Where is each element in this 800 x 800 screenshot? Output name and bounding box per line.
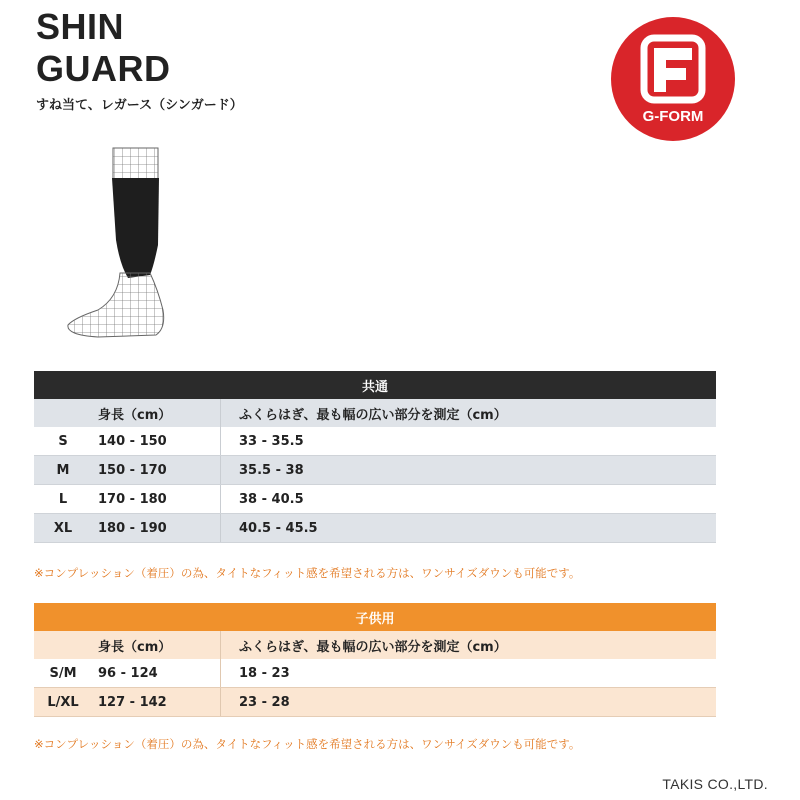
- page-title: [36, 6, 171, 90]
- table-row: XL 180 - 190 40.5 - 45.5: [34, 514, 716, 543]
- table-row: L 170 - 180 38 - 40.5: [34, 485, 716, 514]
- column-header-height: 身長（cm）: [92, 631, 221, 659]
- page-subtitle: すね当て、レガース（シンガード）: [36, 98, 243, 113]
- company-name: TAKIS CO.,LTD.: [662, 776, 768, 792]
- g-form-logo: [610, 16, 736, 142]
- table-title: 共通: [34, 371, 716, 399]
- column-header-calf: ふくらはぎ、最も幅の広い部分を測定（cm）: [221, 631, 717, 659]
- compression-note: ※コンプレッション（着圧）の為、タイトなフィット感を希望される方は、ワンサイズダウンも可能です。: [34, 737, 581, 751]
- table-row: L/XL 127 - 142 23 - 28: [34, 688, 716, 717]
- table-row: M 150 - 170 35.5 - 38: [34, 456, 716, 485]
- column-header-calf: ふくらはぎ、最も幅の広い部分を測定（cm）: [221, 399, 717, 427]
- table-row: S/M 96 - 124 18 - 23: [34, 659, 716, 688]
- title-line-2: GUARD: [36, 48, 171, 89]
- table-title: 子供用: [34, 603, 716, 631]
- shin-guard-illustration: [58, 140, 188, 355]
- column-header-height: 身長（cm）: [92, 399, 221, 427]
- size-table-kids: [34, 603, 716, 717]
- compression-note: ※コンプレッション（着圧）の為、タイトなフィット感を希望される方は、ワンサイズダウンも可能です。: [34, 566, 581, 580]
- size-table-common: [34, 371, 716, 543]
- title-line-1: SHIN: [36, 6, 125, 47]
- logo-text: G-FORM: [642, 108, 704, 125]
- table-row: S 140 - 150 33 - 35.5: [34, 427, 716, 456]
